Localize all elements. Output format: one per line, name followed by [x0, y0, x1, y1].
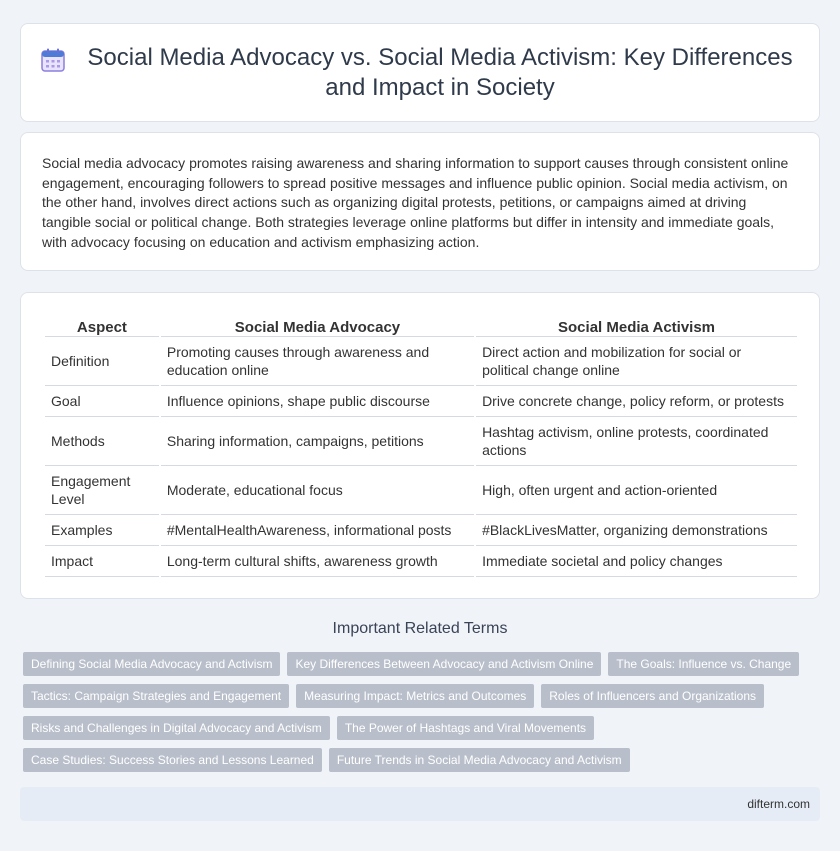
related-term-tag[interactable]: Defining Social Media Advocacy and Activism: [23, 652, 280, 676]
row-advocacy: Sharing information, campaigns, petitions: [161, 417, 474, 466]
row-activism: Hashtag activism, online protests, coordinated actions: [476, 417, 797, 466]
related-term-tag[interactable]: Tactics: Campaign Strategies and Engagement: [23, 684, 289, 708]
related-terms-title: Important Related Terms: [332, 620, 508, 637]
row-advocacy: Moderate, educational focus: [161, 466, 474, 515]
row-aspect: Engagement Level: [45, 466, 159, 515]
table-row: [45, 546, 797, 577]
intro-paragraph: Social media advocacy promotes raising awareness and sharing information to support causes through consistent online engagement, encouraging followers to spread positive messages and influence public opinion. Social media activism, on the other hand, involves direct actions such as organizing digital protests, petitions, or campaigns aimed at driving tangible social or political change. Both strategies leverage online platforms but differ in intensity and immediate goals, with advocacy focusing on education and activism emphasizing action.: [42, 155, 789, 250]
footer: [20, 787, 820, 821]
related-term-tag[interactable]: Roles of Influencers and Organizations: [541, 684, 764, 708]
row-activism: Immediate societal and policy changes: [476, 546, 797, 577]
header-card: [20, 23, 820, 122]
header-aspect: Aspect: [45, 315, 159, 337]
intro-card: [20, 132, 820, 271]
header-activism: Social Media Activism: [476, 315, 797, 337]
related-term-tag[interactable]: The Power of Hashtags and Viral Movements: [337, 716, 594, 740]
table-row: [45, 515, 797, 546]
row-aspect: Definition: [45, 337, 159, 386]
related-term-tag[interactable]: Measuring Impact: Metrics and Outcomes: [296, 684, 534, 708]
table-row: [45, 466, 797, 515]
related-term-tag[interactable]: Key Differences Between Advocacy and Activism Online: [287, 652, 601, 676]
page-title: Social Media Advocacy vs. Social Media Activism: Key Differences and Impact in Society: [87, 43, 793, 101]
row-aspect: Goal: [45, 386, 159, 417]
comparison-table: [43, 315, 799, 577]
row-advocacy: Influence opinions, shape public discourse: [161, 386, 474, 417]
table-row: [45, 337, 797, 386]
related-term-tag[interactable]: The Goals: Influence vs. Change: [608, 652, 799, 676]
related-term-tag[interactable]: Future Trends in Social Media Advocacy and Activism: [329, 748, 630, 772]
row-advocacy: Promoting causes through awareness and education online: [161, 337, 474, 386]
comparison-table-card: [20, 292, 820, 599]
row-aspect: Impact: [45, 546, 159, 577]
table-row: [45, 386, 797, 417]
table-header-row: [45, 315, 797, 337]
footer-site-link[interactable]: difterm.com: [747, 797, 810, 811]
related-term-tag[interactable]: Case Studies: Success Stories and Lessons Learned: [23, 748, 322, 772]
row-activism: High, often urgent and action-oriented: [476, 466, 797, 515]
row-aspect: Examples: [45, 515, 159, 546]
table-row: [45, 417, 797, 466]
related-term-tag[interactable]: Risks and Challenges in Digital Advocacy and Activism: [23, 716, 330, 740]
calendar-icon: [40, 47, 66, 73]
row-activism: Drive concrete change, policy reform, or protests: [476, 386, 797, 417]
row-aspect: Methods: [45, 417, 159, 466]
related-terms-tags: [23, 652, 823, 780]
header-advocacy: Social Media Advocacy: [161, 315, 474, 337]
row-advocacy: Long-term cultural shifts, awareness growth: [161, 546, 474, 577]
row-activism: #BlackLivesMatter, organizing demonstrations: [476, 515, 797, 546]
row-activism: Direct action and mobilization for social or political change online: [476, 337, 797, 386]
row-advocacy: #MentalHealthAwareness, informational posts: [161, 515, 474, 546]
